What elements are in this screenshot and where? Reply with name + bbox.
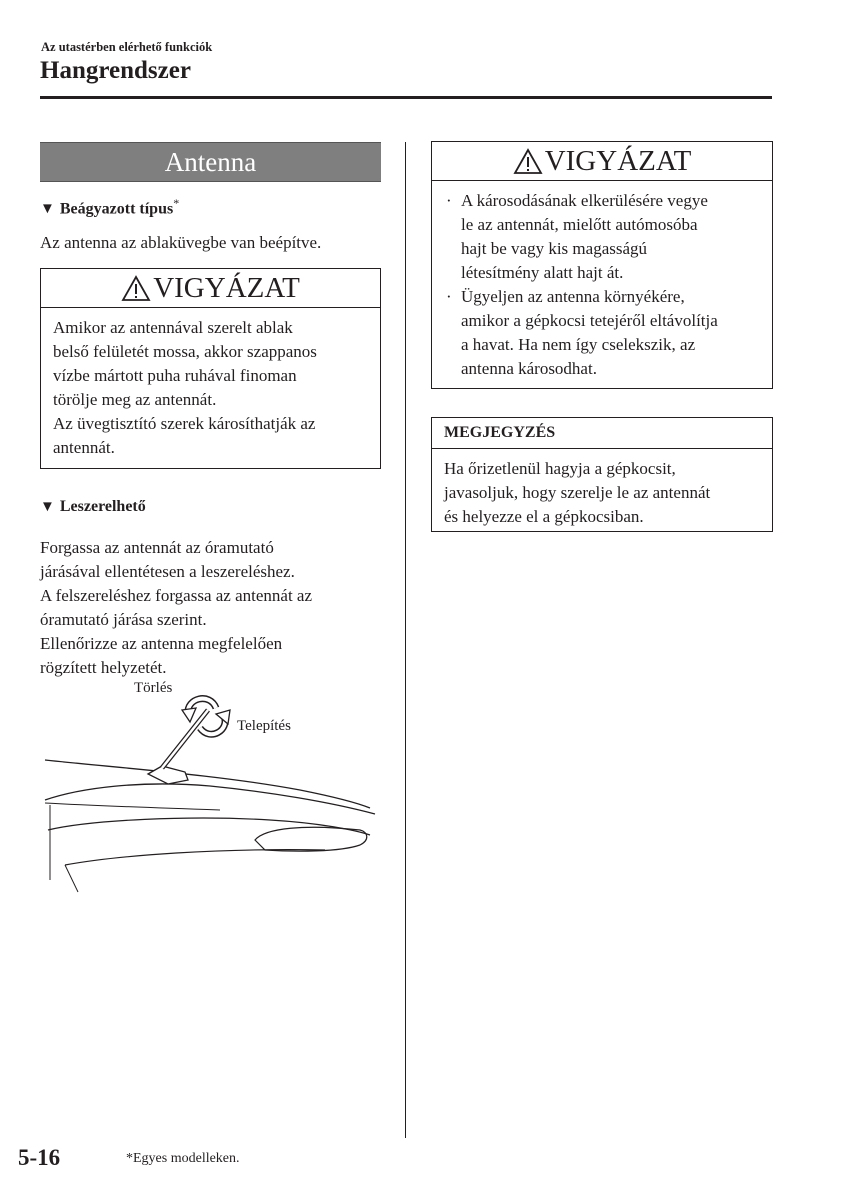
- caution-line: a havat. Ha nem így cselekszik, az: [461, 335, 696, 354]
- embedded-type-heading: [40, 196, 179, 218]
- caution-label: VIGYÁZAT: [544, 144, 692, 177]
- bullet-dot: ·: [446, 191, 452, 210]
- triangle-down-icon: ▼: [40, 201, 55, 218]
- instruction-line: Forgassa az antennát az óramutató: [40, 538, 274, 557]
- caution-line: Az üvegtisztító szerek károsíthatják az: [53, 414, 316, 433]
- note-header: MEGJEGYZÉS: [432, 418, 772, 449]
- caution-body: [432, 181, 772, 389]
- note-line: Ha őrizetlenül hagyja a gépkocsit,: [444, 459, 676, 478]
- note-line: és helyezze el a gépkocsiban.: [444, 507, 644, 526]
- caution-label: VIGYÁZAT: [153, 271, 300, 304]
- removable-heading-text: Leszerelhető: [59, 498, 146, 515]
- removable-instructions: [40, 536, 312, 680]
- instruction-line: járásával ellentétesen a leszereléshez.: [40, 562, 295, 581]
- breadcrumb: Az utastérben elérhető funkciók: [41, 40, 213, 54]
- title-rule: [40, 96, 772, 99]
- embedded-heading-text: Beágyazott típus: [59, 200, 174, 218]
- caution-line: A károsodásának elkerülésére vegye: [461, 191, 708, 210]
- caution-header: [41, 269, 380, 308]
- instruction-line: rögzített helyzetét.: [40, 658, 167, 677]
- note-line: javasoljuk, hogy szerelje le az antennát: [444, 483, 711, 502]
- caution-line: hajt be vagy kis magasságú: [461, 239, 648, 258]
- section-banner-antenna: Antenna: [40, 142, 381, 182]
- embedded-heading-mark: *: [173, 196, 180, 210]
- remove-label: Törlés: [134, 680, 173, 696]
- caution-line: Ügyeljen az antenna környékére,: [461, 287, 685, 306]
- caution-line: Amikor az antennával szerelt ablak: [53, 318, 293, 337]
- caution-header: [432, 142, 772, 181]
- instruction-line: A felszereléshez forgassa az antennát az: [40, 586, 313, 605]
- triangle-down-icon: ▼: [40, 499, 55, 515]
- caution-line: törölje meg az antennát.: [53, 390, 217, 409]
- instruction-line: Ellenőrizze az antenna megfelelően: [40, 634, 283, 653]
- antenna-illustration: [40, 680, 385, 895]
- column-divider: [405, 142, 406, 1138]
- bullet-dot: ·: [446, 287, 452, 306]
- caution-body: [41, 308, 380, 468]
- caution-line: belső felületét mossa, akkor szappanos: [53, 342, 317, 361]
- caution-line: amikor a gépkocsi tetejéről eltávolítja: [461, 311, 718, 330]
- caution-box-right: [431, 141, 773, 389]
- caution-box-left: [40, 268, 381, 469]
- caution-bullet: [446, 285, 760, 381]
- caution-line: antenna károsodhat.: [461, 359, 597, 378]
- note-box: [431, 417, 773, 532]
- antenna-figure: [40, 680, 385, 895]
- caution-line: vízbe mártott puha ruhával finoman: [53, 366, 297, 385]
- caution-line: létesítmény alatt hajt át.: [461, 263, 624, 282]
- instruction-line: óramutató járása szerint.: [40, 610, 207, 629]
- footnote: *Egyes modelleken.: [126, 1151, 240, 1166]
- page-number: 5-16: [18, 1145, 61, 1170]
- caution-line: le az antennát, mielőtt autómosóba: [461, 215, 698, 234]
- note-body: [432, 449, 772, 537]
- caution-line: antennát.: [53, 438, 115, 457]
- install-label: Telepítés: [237, 718, 291, 734]
- warning-triangle-icon: [121, 275, 151, 302]
- embedded-description: Az antenna az ablaküvegbe van beépítve.: [40, 233, 322, 252]
- removable-type-heading: [40, 498, 146, 516]
- warning-triangle-icon: [513, 148, 543, 175]
- page-title: Hangrendszer: [40, 57, 191, 84]
- caution-bullet: [446, 189, 760, 285]
